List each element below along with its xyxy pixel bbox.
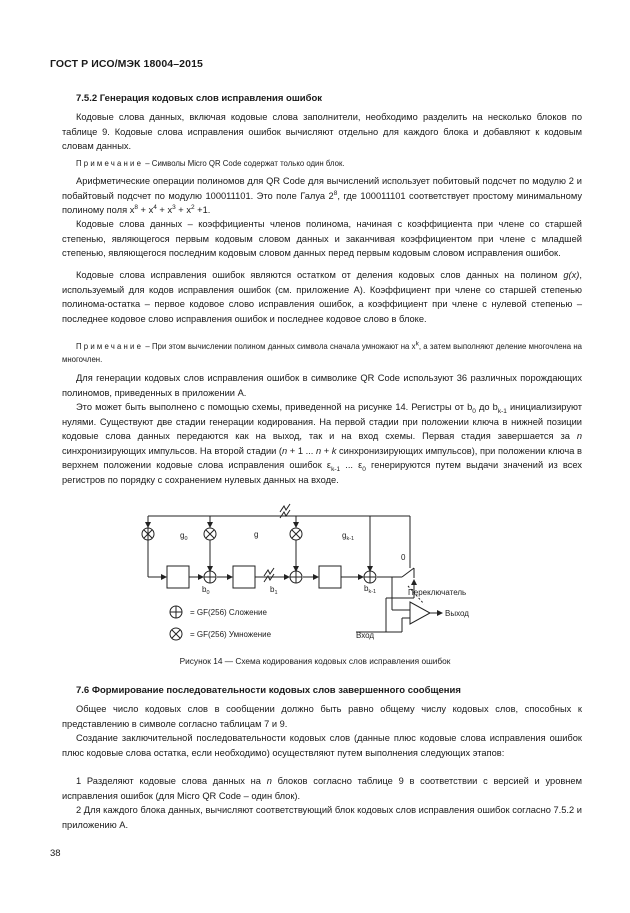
paragraph: Кодовые слова данных, включая кодовые слова заполнители, необходимо разделить на несколько блоков по таблице 9. Кодовые слова исправления ошибок вычисляют отдельно для каждого блока и добавляют к кодовым словам данных.	[62, 112, 582, 152]
legend-add-label: = GF(256) Сложение	[190, 608, 267, 617]
paragraph: Это может быть выполнено с помощью схемы, приведенной на рисунке 14. Регистры от $b_0$ до $b_{k-1}$ инициализируют нулями. Существуют две стадии генерации кодирования. На первой стадии при положении ключа в нижней позиции кодовые слова данных передаются как на выход, так и на вход схемы. Первая стадия завершается за n синхронизирующих импульсов. На второй стадии (n + 1 ... n + k синхронизирующих импульсов), при положении ключа в верхнем положении кодовые слова исправления ошибок $\varepsilon_{k-1}$ ... $\varepsilon_0$ генерируются путем выдачи значений из всех регистров по порядку с сохранением нулевых данных на входе.	[62, 402, 583, 485]
label-switch: Переключатель	[408, 588, 467, 597]
label-g0: $g_0$	[180, 531, 188, 542]
label-gk: $g_{k-1}$	[342, 531, 355, 542]
paragraph: Для генерации кодовых слов исправления ошибок в символике QR Code используют 36 различных порождающих полиномов, приведенных в приложении А.	[62, 373, 582, 398]
label-g: g	[254, 530, 259, 539]
encoding-circuit-diagram	[110, 498, 490, 648]
paragraph: Арифметические операции полиномов для QR Code для вычислений использует побитовый подсчет по модулю 2 и побайтовый подсчет по модулю 100011101. Это поле Галуа $2^8$, где 100011101 соответствует простому минимальному полиному поля $x^8 + x^4 + x^3 + x^2 +1$.	[62, 176, 582, 216]
document-header: ГОСТ Р ИСО/МЭК 18004–2015	[50, 58, 203, 70]
list-item: 1 Разделяют кодовые слова данных на n блоков согласно таблице 9 в соответствии с версией и уровнем исправления ошибок (для Micro QR Code – один блок).	[62, 776, 582, 801]
note: Примечание – Символы Micro QR Code содержат только один блок.	[76, 159, 345, 168]
label-bk: $b_{k-1}$	[364, 584, 377, 595]
paragraph: Кодовые слова исправления ошибок являются остатком от деления кодовых слов данных на полином g(x), используемый для кодов исправления ошибок (см. приложение А). Коэффициент при члене со старшей степенью полинома-остатка – первое кодовое слово исправления ошибок, а коэффициент при члене с нулевой степенью – последнее кодовое слово исправления ошибок и последнее кодовое слово в блоке.	[62, 270, 582, 324]
list-item: 2 Для каждого блока данных, вычисляют соответствующий блок кодовых слов исправления ошибок согласно 7.5.2 и приложению А.	[62, 805, 582, 830]
label-b0: $b_0$	[202, 585, 210, 596]
section-title-7-6: 7.6 Формирование последовательности кодовых слов завершенного сообщения	[76, 685, 461, 696]
paragraph: Общее число кодовых слов в сообщении должно быть равно общему числу кодовых слов, способных к представлению в символе согласно таблицам 7 и 9.	[62, 704, 582, 729]
paragraph: Создание заключительной последовательности кодовых слов (данные плюс кодовые слова исправления ошибок плюс кодовые слова остатка, если необходимо) осуществляют путем выполнения следующих этапов:	[62, 733, 582, 758]
label-zero: 0	[401, 553, 406, 562]
paragraph: Кодовые слова данных – коэффициенты членов полинома, начиная с коэффициента при члене со старшей степенью, являющегося первым кодовым словом данных и заканчивая коэффициентом при члене с младшей степенью, являющегося последним кодовым словом данных перед первым кодовым словом исправления ошибок.	[62, 219, 582, 259]
note: Примечание – При этом вычислении полином данных символа сначала умножают на $x^k$, а затем выполняют деление многочлена на многочлен.	[62, 340, 582, 364]
section-title-7-5-2: 7.5.2 Генерация кодовых слов исправления ошибок	[76, 93, 323, 104]
output-selector	[410, 602, 430, 624]
page-number: 38	[50, 848, 61, 859]
figure-caption: Рисунок 14 — Схема кодирования кодовых слов исправления ошибок	[179, 656, 451, 666]
label-output: Выход	[445, 609, 469, 618]
legend-mul-label: = GF(256) Умножение	[190, 630, 272, 639]
register-box	[167, 566, 189, 588]
register-box	[233, 566, 255, 588]
label-b1: $b_1$	[270, 585, 278, 596]
register-box	[319, 566, 341, 588]
label-input: Вход	[356, 631, 375, 640]
